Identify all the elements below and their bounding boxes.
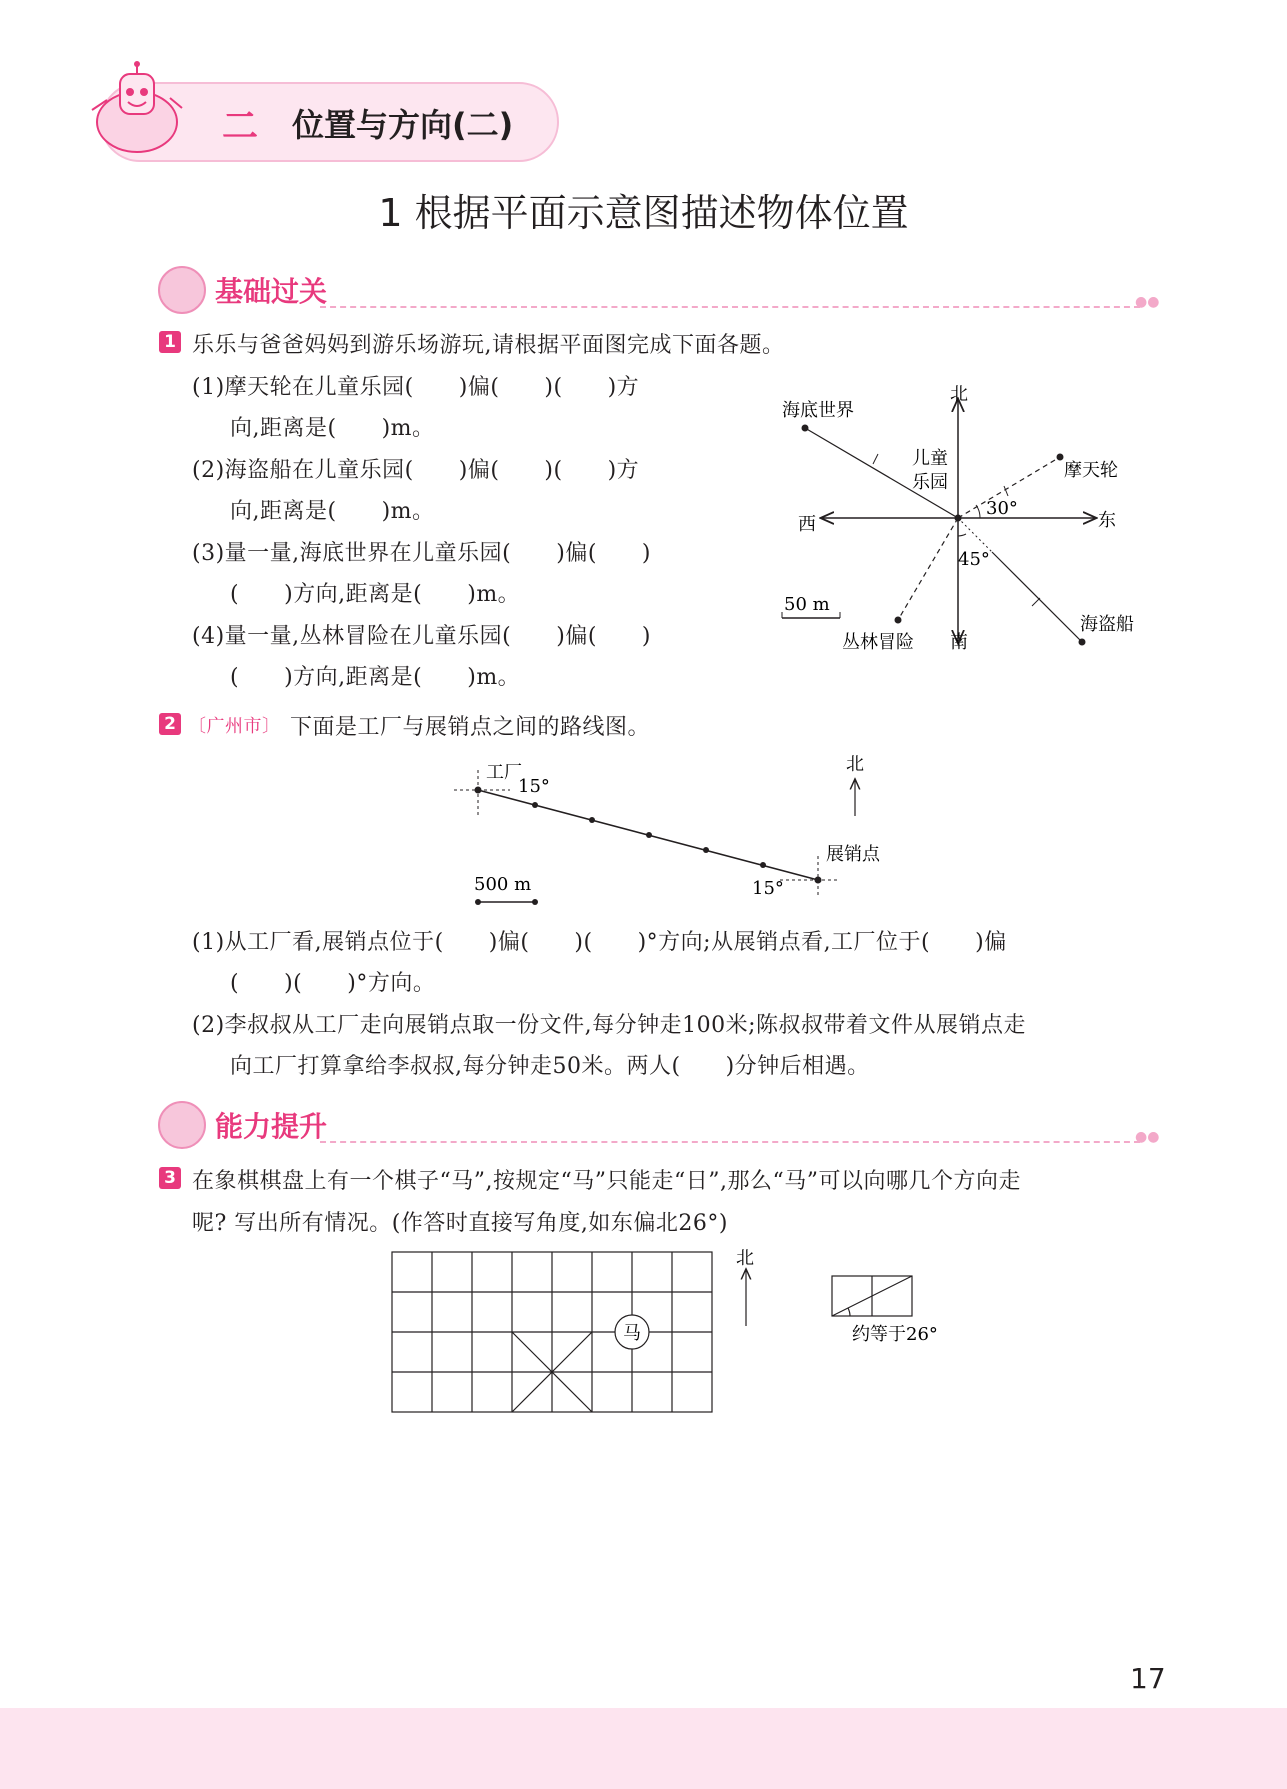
section-advanced-title: 能力提升 xyxy=(215,1110,328,1143)
label-north: 北 xyxy=(950,384,968,405)
q1-line-5: (3)量一量,海底世界在儿童乐园( )偏( ) xyxy=(192,541,651,566)
section-advanced-icon xyxy=(158,1101,206,1149)
label-east: 东 xyxy=(1098,510,1116,531)
lesson-title: 1 根据平面示意图描述物体位置 xyxy=(378,191,909,235)
label-angle-factory: 15° xyxy=(518,776,550,797)
label-center-1: 儿童 xyxy=(912,448,948,469)
label-angle-expo: 15° xyxy=(752,878,784,899)
label-ferris: 摩天轮 xyxy=(1064,460,1118,481)
label-scale: 50 m xyxy=(784,594,830,615)
label-hint: 约等于26° xyxy=(852,1324,938,1345)
center-point xyxy=(955,515,962,522)
q1-line-6: ( )方向,距离是( )m。 xyxy=(230,582,521,607)
label-center-2: 乐园 xyxy=(912,472,948,493)
q3-number: 3 xyxy=(159,1167,181,1189)
q1-line-3: (2)海盗船在儿童乐园( )偏( )( )方 xyxy=(192,458,640,483)
section-advanced-rule xyxy=(320,1141,1140,1143)
q3-line-1: 在象棋棋盘上有一个棋子“马”,按规定“马”只能走“日”,那么“马”可以向哪几个方向走 xyxy=(192,1169,1021,1194)
footer-band xyxy=(0,1708,1287,1789)
q3-line-2: 呢? 写出所有情况。(作答时直接写角度,如东偏北26°) xyxy=(192,1211,728,1236)
label-expo: 展销点 xyxy=(826,844,880,865)
q1-line-2: 向,距离是( )m。 xyxy=(230,416,435,441)
jungle-point xyxy=(895,617,902,624)
q1-line-1: (1)摩天轮在儿童乐园( )偏( )( )方 xyxy=(192,375,640,400)
undersea-point xyxy=(802,425,809,432)
q2-line-4: 向工厂打算拿给李叔叔,每分钟走50米。两人( )分钟后相遇。 xyxy=(230,1054,870,1079)
section-basic-dots: ●● xyxy=(1135,294,1160,310)
section-basic-rule xyxy=(320,306,1140,308)
q1-map xyxy=(770,380,1170,660)
label-q2-scale: 500 m xyxy=(474,874,532,895)
q1-line-7: (4)量一量,丛林冒险在儿童乐园( )偏( ) xyxy=(192,624,651,649)
factory-point xyxy=(475,787,482,794)
q2-line-2: ( )( )°方向。 xyxy=(230,971,436,996)
section-basic-icon xyxy=(158,266,206,314)
chapter-title: 位置与方向(二) xyxy=(292,106,514,144)
label-angle-30: 30° xyxy=(986,498,1018,519)
q2-stem: 下面是工厂与展销点之间的路线图。 xyxy=(290,715,651,740)
q2-number: 2 xyxy=(159,713,181,735)
label-undersea: 海底世界 xyxy=(782,400,854,421)
ferris-point xyxy=(1057,454,1064,461)
q3-board xyxy=(380,1240,980,1420)
label-pirate: 海盗船 xyxy=(1080,614,1134,635)
q1-stem: 乐乐与爸爸妈妈到游乐场游玩,请根据平面图完成下面各题。 xyxy=(192,333,785,358)
label-south: 南 xyxy=(950,632,968,653)
label-angle-45: 45° xyxy=(958,549,990,570)
page-number: 17 xyxy=(1130,1662,1166,1695)
q1-line-8: ( )方向,距离是( )m。 xyxy=(230,665,521,690)
hint-diagram xyxy=(832,1276,912,1316)
chapter-number: 二 xyxy=(222,106,259,147)
label-q3-north: 北 xyxy=(736,1248,754,1269)
label-jungle: 丛林冒险 xyxy=(842,632,914,653)
q2-source: 〔广州市〕 xyxy=(188,716,281,737)
chess-grid xyxy=(392,1252,712,1412)
label-horse: 马 xyxy=(623,1323,641,1344)
label-factory: 工厂 xyxy=(486,762,522,783)
pirate-point xyxy=(1079,639,1086,646)
label-west: 西 xyxy=(798,514,816,535)
section-basic-title: 基础过关 xyxy=(215,275,328,308)
section-advanced-dots: ●● xyxy=(1135,1129,1160,1145)
q2-map xyxy=(440,748,920,918)
q1-number: 1 xyxy=(159,331,181,353)
q2-line-1: (1)从工厂看,展销点位于( )偏( )( )°方向;从展销点看,工厂位于( )偏 xyxy=(192,930,1007,955)
mascot-icon xyxy=(82,60,202,160)
q1-line-4: 向,距离是( )m。 xyxy=(230,499,435,524)
label-q2-north: 北 xyxy=(846,754,864,775)
q2-line-3: (2)李叔叔从工厂走向展销点取一份文件,每分钟走100米;陈叔叔带着文件从展销点走 xyxy=(192,1013,1027,1038)
